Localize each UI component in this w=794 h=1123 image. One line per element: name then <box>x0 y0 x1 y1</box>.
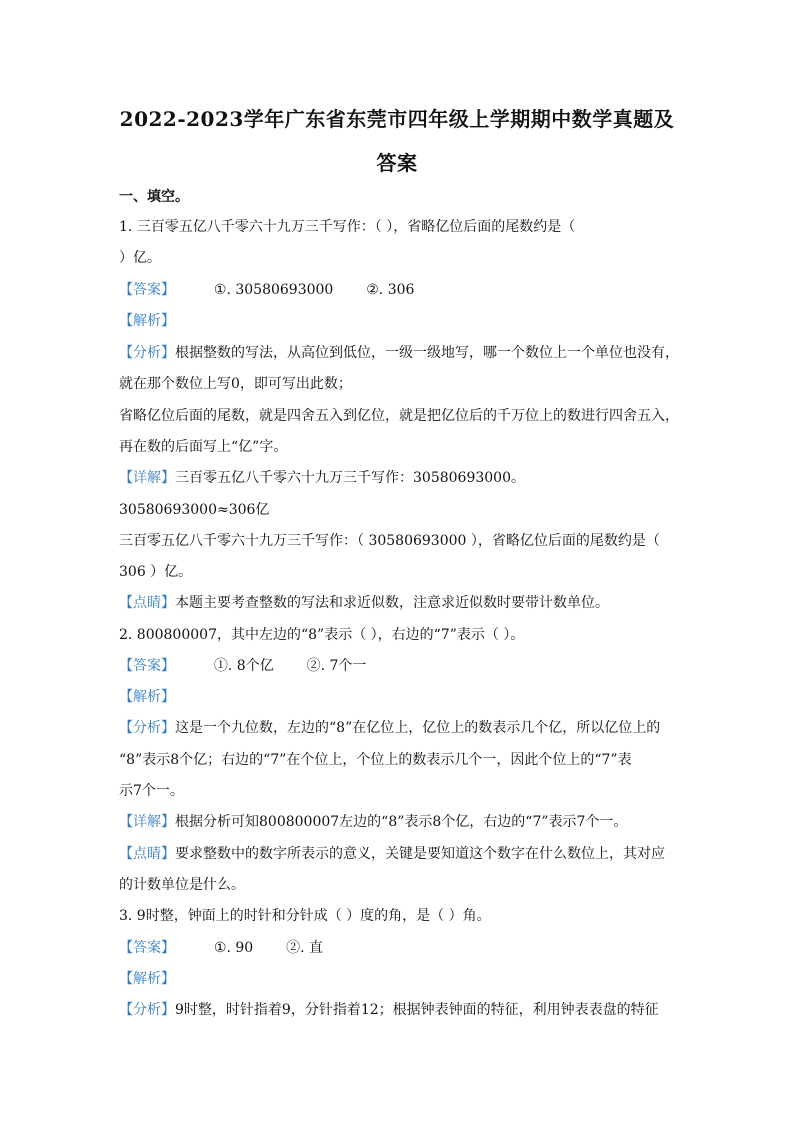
q3-fenxi-line-1 <box>119 1001 659 1019</box>
xiangjie-label: 【详解】 <box>119 814 175 830</box>
q1-dianjing-text: 本题主要考查整数的写法和求近似数，注意求近似数时要带计数单位。 <box>175 595 609 611</box>
q1-fenxi-line-3: 省略亿位后面的尾数，就是四舍五入到亿位，就是把亿位后的千万位上的数进行四舍五入， <box>119 408 679 424</box>
q1-answer-row <box>119 281 414 299</box>
q2-fenxi-line-1 <box>119 719 660 737</box>
q1-stem-line-1: 1. 三百零五亿八千零六十九万三千写作：（ ），省略亿位后面的尾数约是（ <box>119 219 576 235</box>
fenxi-label: 【分析】 <box>119 345 175 361</box>
q2-xiangjie-text: 根据分析可知800800007左边的“8”表示8个亿，右边的“7”表示7个一。 <box>175 814 628 830</box>
q2-xiangjie-line <box>119 813 627 831</box>
q2-fenxi-line-2: “8”表示8个亿；右边的“7”在个位上，个位上的数表示几个一，因此个位上的“7”表 <box>119 752 632 768</box>
q1-analysis-label: 【解析】 <box>119 313 175 329</box>
q1-fenxi-line-1 <box>119 344 679 362</box>
q1-xiangjie-line-2: 30580693000≈306亿 <box>119 502 270 518</box>
q2-stem-line-1: 2. 800800007，其中左边的“8”表示（ ），右边的“7”表示（ ）。 <box>119 627 525 643</box>
q3-fenxi-text-1: 9时整，时针指着9，分针指着12；根据钟表钟面的特征，利用钟表表盘的特征 <box>175 1002 659 1018</box>
q2-answer-2: ②. 7个一 <box>306 658 367 674</box>
fenxi-label: 【分析】 <box>119 720 175 736</box>
fenxi-label: 【分析】 <box>119 1002 175 1018</box>
q1-stem-line-2: ）亿。 <box>119 250 161 266</box>
q2-answer-row <box>119 657 366 675</box>
q2-dianjing-line-1 <box>119 845 665 863</box>
section-heading: 一、填空。 <box>119 189 189 205</box>
document-title-line-1: 2022-2023学年广东省东莞市四年级上学期期中数学真题及 <box>119 107 675 131</box>
q1-fenxi-line-2: 就在那个数位上写0，即可写出此数； <box>119 376 352 392</box>
q3-answer-row <box>119 939 323 957</box>
q2-fenxi-text-1: 这是一个九位数，左边的“8”在亿位上，亿位上的数表示几个亿，所以亿位上的 <box>175 720 661 736</box>
dianjing-label: 【点睛】 <box>119 846 175 862</box>
q3-answer-2: ②. 直 <box>286 940 323 956</box>
q3-answer-1: ①. 90 <box>213 940 254 956</box>
q2-answer-1: ①. 8个亿 <box>213 658 274 674</box>
xiangjie-label: 【详解】 <box>119 470 175 486</box>
q1-answer-1: ①. 30580693000 <box>213 282 334 298</box>
q1-xiangjie-text-1: 三百零五亿八千零六十九万三千写作：30580693000。 <box>175 470 525 486</box>
q2-analysis-label: 【解析】 <box>119 689 175 705</box>
answer-label: 【答案】 <box>119 282 175 298</box>
answer-label: 【答案】 <box>119 658 175 674</box>
document-title-line-2: 答案 <box>376 151 418 175</box>
q1-fenxi-line-4: 再在数的后面写上“亿”字。 <box>119 439 288 455</box>
q1-xiangjie-line-3: 三百零五亿八千零六十九万三千写作：（ 30580693000 ），省略亿位后面的尾数约是（ <box>119 533 660 549</box>
q1-xiangjie-line-4: 306 ）亿。 <box>119 564 193 580</box>
q1-fenxi-text-1: 根据整数的写法，从高位到低位，一级一级地写，哪一个数位上一个单位也没有， <box>175 345 679 361</box>
q1-xiangjie-line-1 <box>119 469 525 487</box>
q1-dianjing-line <box>119 594 609 612</box>
q2-fenxi-line-3: 示7个一。 <box>119 783 184 799</box>
q2-dianjing-text-1: 要求整数中的数字所表示的意义，关键是要知道这个数字在什么数位上，其对应 <box>175 846 665 862</box>
q3-analysis-label: 【解析】 <box>119 971 175 987</box>
q1-answer-2: ②. 306 <box>366 282 415 298</box>
q3-stem-line-1: 3. 9时整，钟面上的时针和分针成（ ）度的角，是（ ）角。 <box>119 908 491 924</box>
answer-label: 【答案】 <box>119 940 175 956</box>
dianjing-label: 【点睛】 <box>119 595 175 611</box>
q2-dianjing-line-2: 的计数单位是什么。 <box>119 877 245 893</box>
